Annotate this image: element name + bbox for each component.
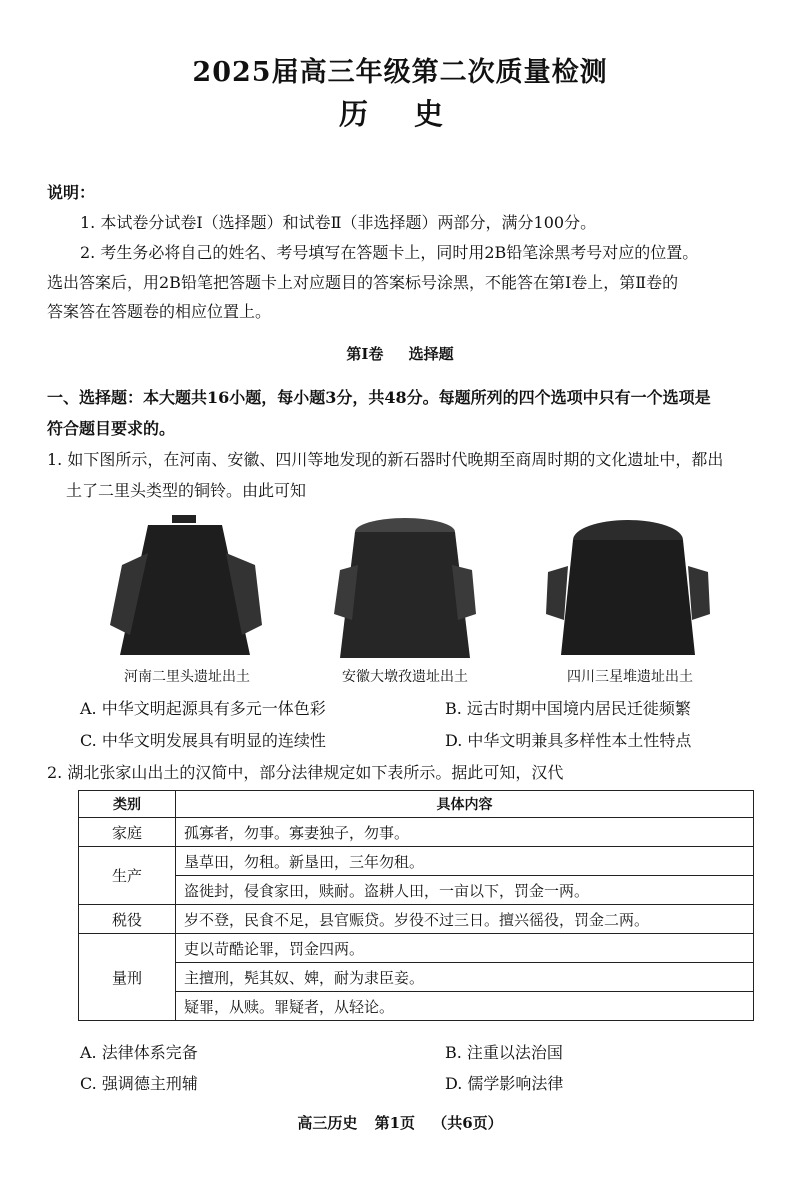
caption-anhui: 安徽大墩孜遗址出土 <box>342 669 468 685</box>
row-item: 盗徙封，侵食家田，赎耐。盗耕人田，一亩以下，罚金一两。 <box>176 876 754 905</box>
q1-stem-1: 1. 如下图所示，在河南、安徽、四川等地发现的新石器时代晚期至商周时期的文化遗址中，都出 <box>47 450 724 469</box>
table-row <box>79 992 754 1021</box>
row-item: 主擅刑，髡其奴、婢，耐为隶臣妾。 <box>176 963 754 992</box>
bell-loop <box>172 515 196 523</box>
section-intro-2: 符合题目要求的。 <box>47 419 176 438</box>
instruction-line-2c: 答案答在答题卷的相应位置上。 <box>47 302 272 321</box>
q1-option-a: A. 中华文明起源具有多元一体色彩 <box>80 699 326 718</box>
caption-sichuan: 四川三星堆遗址出土 <box>567 669 693 685</box>
caption-henan: 河南二里头遗址出土 <box>124 669 250 685</box>
table-header-row <box>79 791 754 818</box>
q1-option-b: B. 远古时期中国境内居民迁徙频繁 <box>445 699 691 718</box>
law-table <box>78 790 754 1021</box>
bell-body <box>340 532 470 658</box>
row-category: 税役 <box>79 905 176 934</box>
instructions-label: 说明： <box>47 183 96 202</box>
header-content: 具体内容 <box>176 791 754 818</box>
section-part: 第Ⅰ卷 <box>346 345 384 363</box>
header-category: 类别 <box>79 791 176 818</box>
row-item: 垦草田，勿租。新垦田，三年勿租。 <box>176 847 754 876</box>
table-row <box>79 818 754 847</box>
row-category: 家庭 <box>79 818 176 847</box>
subject-title: 历 史 <box>338 97 462 131</box>
footer-subject: 高三历史 <box>297 1114 358 1132</box>
footer-total: （共6页） <box>432 1114 503 1132</box>
q2-option-c: C. 强调德主刑辅 <box>80 1074 198 1093</box>
exam-title: 2025届高三年级第二次质量检测 <box>192 57 608 88</box>
bell-flange-right <box>688 566 710 620</box>
instruction-line-2a: 2. 考生务必将自己的姓名、考号填写在答题卡上，同时用2B铅笔涂黑考号对应的位置。 <box>80 243 699 262</box>
table-row <box>79 963 754 992</box>
q1-option-d: D. 中华文明兼具多样性本土性特点 <box>445 731 692 750</box>
q2-option-d: D. 儒学影响法律 <box>445 1074 564 1093</box>
q1-stem-2: 土了二里头类型的铜铃。由此可知 <box>66 481 307 500</box>
row-item: 吏以苛酷论罪，罚金四两。 <box>176 934 754 963</box>
section-intro-1: 一、选择题：本大题共16小题，每小题3分，共48分。每题所列的四个选项中只有一个选项是 <box>47 388 711 407</box>
table-row <box>79 876 754 905</box>
table-row <box>79 847 754 876</box>
page-footer <box>0 1112 800 1133</box>
table-row <box>79 905 754 934</box>
bell-body <box>561 540 695 655</box>
bell-photo-henan <box>100 515 270 665</box>
section-name: 选择题 <box>408 345 454 363</box>
instruction-line-1: 1. 本试卷分试卷Ⅰ（选择题）和试卷Ⅱ（非选择题）两部分，满分100分。 <box>80 213 597 232</box>
bell-photo-sichuan <box>540 510 715 665</box>
row-category: 生产 <box>79 847 176 905</box>
q1-option-c: C. 中华文明发展具有明显的连续性 <box>80 731 326 750</box>
table-row <box>79 934 754 963</box>
instruction-line-2b: 选出答案后，用2B铅笔把答题卡上对应题目的答案标号涂黑，不能答在第Ⅰ卷上，第Ⅱ卷的 <box>47 273 679 292</box>
row-category: 量刑 <box>79 934 176 1021</box>
bell-photo-anhui <box>320 510 490 665</box>
row-item: 岁不登，民食不足，县官赈贷。岁役不过三日。擅兴徭役，罚金二两。 <box>176 905 754 934</box>
row-item: 疑罪，从赎。罪疑者，从轻论。 <box>176 992 754 1021</box>
bell-flange-left <box>546 566 568 620</box>
q2-option-a: A. 法律体系完备 <box>80 1043 198 1062</box>
q2-option-b: B. 注重以法治国 <box>445 1043 563 1062</box>
row-item: 孤寡者，勿事。寡妻独子，勿事。 <box>176 818 754 847</box>
section-heading <box>0 343 800 364</box>
footer-page: 第1页 <box>374 1114 415 1132</box>
q2-stem: 2. 湖北张家山出土的汉简中，部分法律规定如下表所示。据此可知，汉代 <box>47 763 564 782</box>
